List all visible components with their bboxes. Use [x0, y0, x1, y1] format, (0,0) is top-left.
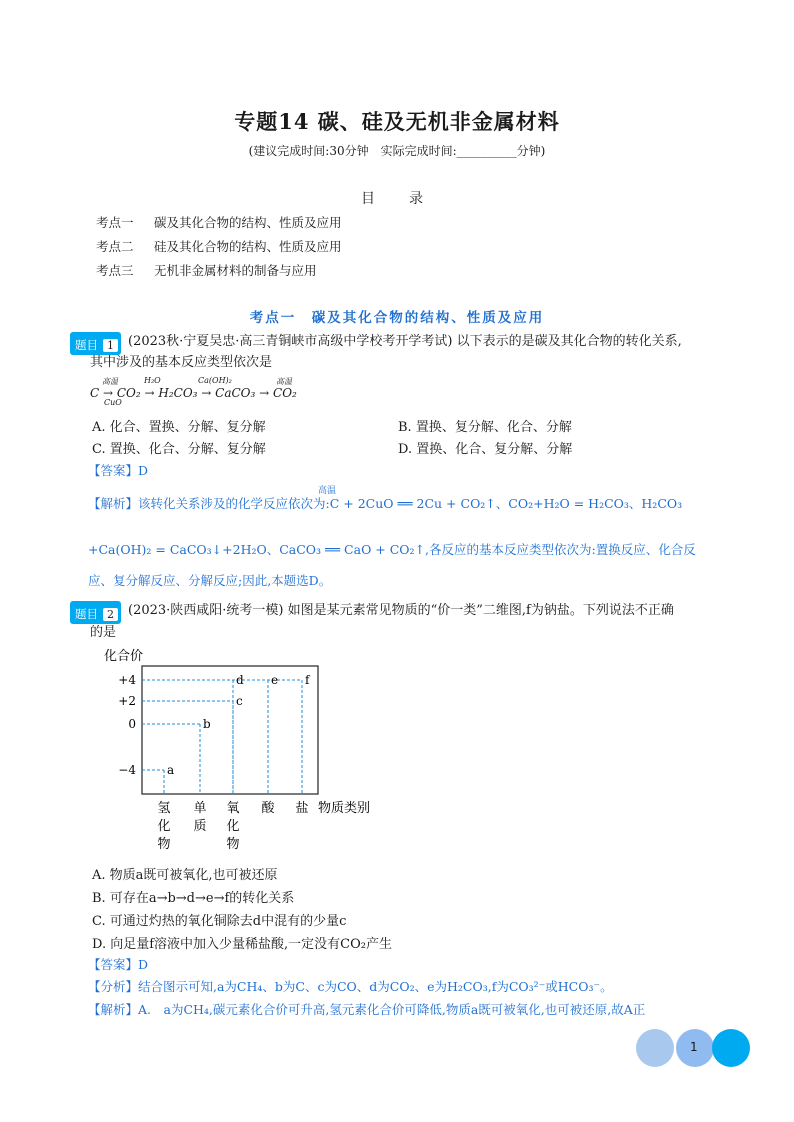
reaction-condition: 高温: [318, 486, 337, 496]
toc-text: 碳及其化合物的结构、性质及应用: [154, 215, 342, 230]
analysis-line: 【解析】该转化关系涉及的化学反应依次为:C + 2CuO ══ 2Cu + CO₂↑、CO₂+H₂O = H₂CO₃、H₂CO₃: [88, 496, 683, 511]
analysis-jiexi: 【解析】A. a为CH₄,碳元素化合价可升高,氢元素化合价可降低,物质a既可被氧化,也可被还原,故A正: [88, 1002, 646, 1017]
question-badge: 题目: [75, 607, 98, 621]
y-tick-label: −4: [118, 763, 136, 777]
category-label: 氢: [157, 801, 171, 816]
data-point-label: f: [305, 673, 310, 687]
category-label: 化: [226, 819, 240, 834]
category-label: 氧: [226, 801, 240, 816]
chart-yticks: [118, 673, 136, 777]
question-text-line: (2023·陕西咸阳·统考一模) 如图是某元素常见物质的“价一类”二维图,f为钠盐。下列说法不正确: [128, 603, 674, 618]
valence-class-chart: [90, 644, 410, 859]
section-heading: 考点一 碳及其化合物的结构、性质及应用: [249, 310, 545, 326]
toc-key: 考点二: [96, 239, 134, 254]
analysis-line: 应、复分解反应、分解反应;因此,本题选D。: [88, 573, 332, 588]
reaction-chain: [90, 376, 350, 406]
category-label: 质: [193, 819, 207, 834]
category-label: 化: [157, 819, 171, 834]
cond-label: 高温: [102, 377, 118, 386]
toc-key: 考点三: [96, 263, 134, 278]
question-badge: 题目: [75, 338, 98, 352]
category-label: 物: [226, 837, 240, 852]
cond-label: H₂O: [144, 376, 161, 385]
option-a[interactable]: A. 化合、置换、分解、复分解: [92, 420, 266, 435]
category-label: 物: [157, 837, 171, 852]
question-number: 1: [103, 339, 118, 352]
data-point-label: b: [203, 717, 211, 731]
toc-text: 硅及其化合物的结构、性质及应用: [154, 239, 342, 254]
y-tick-label: +4: [118, 673, 136, 687]
data-point-label: c: [236, 694, 243, 708]
y-tick-label: +2: [118, 694, 136, 708]
question-text-line: 的是: [90, 625, 117, 640]
question-text-line: (2023秋·宁夏吴忠·高三青铜峡市高级中学校考开学考试) 以下表示的是碳及其化合物的转化关系,: [128, 334, 682, 349]
toc-item[interactable]: [96, 237, 342, 255]
cond-label: CuO: [104, 398, 122, 407]
category-label: 酸: [261, 801, 275, 816]
y-tick-label: 0: [128, 717, 136, 731]
page-title: 专题14 碳、硅及无机非金属材料: [234, 109, 560, 134]
chart-categories: [157, 800, 308, 852]
chart-points: [167, 673, 311, 777]
toc-item[interactable]: [96, 261, 317, 279]
option-b[interactable]: B. 置换、复分解、化合、分解: [398, 420, 572, 435]
toc-key: 考点一: [96, 215, 134, 230]
data-point-label: e: [271, 673, 279, 687]
reaction-formula: C → CO₂ → H₂CO₃ → CaCO₃ → CO₂: [90, 386, 297, 400]
page-subtitle: (建议完成时间:30分钟 实际完成时间:__________分钟): [248, 144, 546, 158]
category-label: 单: [193, 801, 207, 816]
data-point-label: a: [167, 763, 175, 777]
chart-guides: [142, 680, 302, 794]
category-label: 盐: [295, 801, 309, 816]
chart-xlabel: 物质类别: [318, 801, 371, 816]
toc-item[interactable]: [96, 213, 342, 231]
option-b[interactable]: B. 可存在a→b→d→e→f的转化关系: [92, 891, 295, 906]
toc-heading: 目 录: [361, 191, 433, 207]
toc-text: 无机非金属材料的制备与应用: [154, 263, 317, 278]
page-number: 1: [690, 1040, 698, 1054]
answer: 【答案】D: [88, 957, 149, 972]
option-d[interactable]: D. 向足量f溶液中加入少量稀盐酸,一定没有CO₂产生: [92, 937, 392, 952]
option-c[interactable]: C. 可通过灼热的氧化铜除去d中混有的少量c: [92, 914, 347, 929]
option-d[interactable]: D. 置换、化合、复分解、分解: [398, 442, 573, 457]
chart-ylabel: 化合价: [104, 649, 144, 664]
question-text-line: 其中涉及的基本反应类型依次是: [90, 355, 273, 370]
cond-label: Ca(OH)₂: [198, 376, 232, 385]
analysis-line: +Ca(OH)₂ = CaCO₃↓+2H₂O、CaCO₃ ══ CaO + CO₂↑,各反应的基本反应类型依次为:置换反应、化合反: [88, 542, 696, 557]
cond-label: 高温: [276, 377, 292, 386]
question-number: 2: [103, 608, 118, 621]
option-c[interactable]: C. 置换、化合、分解、复分解: [92, 442, 266, 457]
answer: 【答案】D: [88, 463, 149, 478]
question-tag: [70, 601, 121, 624]
data-point-label: d: [236, 673, 244, 687]
analysis-fenxi: 【分析】结合图示可知,a为CH₄、b为C、c为CO、d为CO₂、e为H₂CO₃,f为CO₃²⁻或HCO₃⁻。: [88, 979, 613, 994]
option-a[interactable]: A. 物质a既可被氧化,也可被还原: [92, 868, 278, 883]
